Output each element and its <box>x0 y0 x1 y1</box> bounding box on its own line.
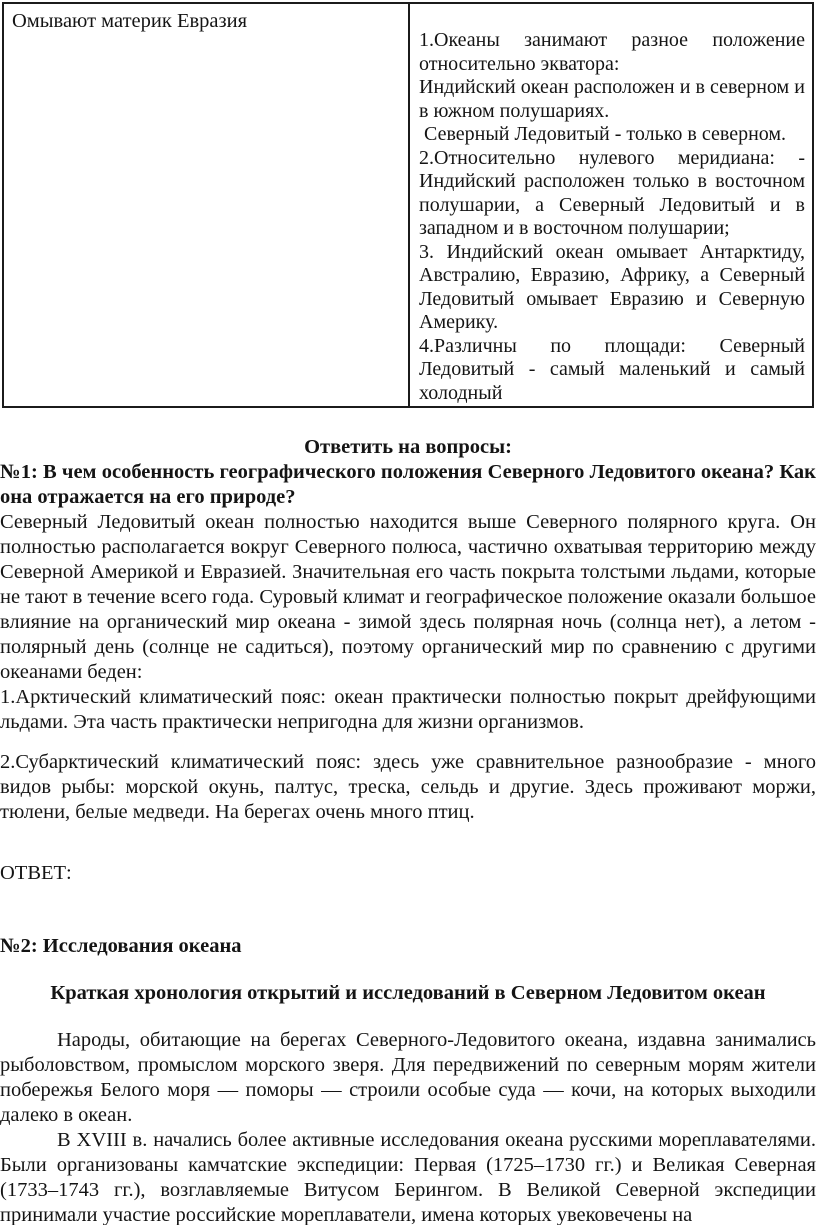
ocean-comparison-table <box>2 2 814 408</box>
chronology-heading: Краткая хронология открытий и исследований в Северном Ледовитом океан <box>50 982 766 1004</box>
answer-questions-heading: Ответить на вопросы: <box>304 436 512 458</box>
table-row <box>3 3 813 407</box>
expeditions-paragraph: В XVIII в. начались более активные исследования океана русскими мореплавателями. Были организованы камчатские экспедиции: Первая (1725–1730 гг.) и Великая Северная (1733–1743 гг.), возглавляемые Витусом Берингом. В Великой Северной экспедиции принимали участие российские мореплаватели, имена которых увековечены на <box>0 1129 816 1225</box>
prime-meridian-paragraph: 2.Относительно нулевого меридиана: - Индийский расположен только в восточном полушарии, а Северный Ледовитый и в западном и в восточном полушарии; <box>419 146 805 239</box>
table-cell-right <box>409 3 813 407</box>
question2-heading: №2: Исследования океана <box>0 935 242 957</box>
table-cell-left-content <box>4 4 408 34</box>
oceans-equator-paragraph: 1.Океаны занимают разное положение относительно экватора: <box>419 29 805 75</box>
answer1-subarctic-belt-paragraph: 2.Субарктический климатический пояс: здесь уже сравнительное разнообразие - много видов рыбы: морской окунь, палтус, треска, сельдь и другие. Здесь проживают моржи, тюлени, белые медведи. На берегах очень много птиц. <box>0 751 816 823</box>
answer1-arctic-belt-paragraph: 1.Арктический климатический пояс: океан практически полностью покрыт дрейфующими льдами. Эта часть практически непригодна для жизни организмов. <box>0 686 816 733</box>
arctic-ocean-hemisphere-paragraph: Северный Ледовитый - только в северном. <box>419 123 787 145</box>
continents-washed-paragraph: 3. Индийский океан омывает Антарктиду, Австралию, Евразию, Африку, а Северный Ледовитый омывает Евразию и Северную Америку. <box>419 240 805 333</box>
question1-heading: №1: В чем особенность географического положения Северного Ледовитого океана? Как она отражается на его природе? <box>0 461 816 508</box>
answer1-intro-paragraph: Северный Ледовитый океан полностью находится выше Северного полярного круга. Он полностью располагается вокруг Северного полюса, частично охватывая территорию между Северной Америкой и Евразией. Значительная его часть покрыта толстыми льдами, которые не тают в течение всего года. Суровый климат и географическое положение оказали большое влияние на органический мир океана - зимой здесь полярная ночь (солнца нет), а летом - полярный день (солнце не садиться), поэтому органический мир по сравнению с другими океанами беден: <box>0 511 816 683</box>
indian-ocean-hemispheres-paragraph: Индийский океан расположен и в северном и в южном полушариях. <box>419 76 805 122</box>
table-cell-right-content <box>410 4 812 406</box>
area-difference-paragraph: 4.Различны по площади: Северный Ледовитый - самый маленький и самый холодный <box>419 334 805 404</box>
answer-label: ОТВЕТ: <box>0 862 72 884</box>
table-cell-left <box>3 3 409 407</box>
pomors-paragraph: Народы, обитающие на берегах Северного-Ледовитого океана, издавна занимались рыболовством, промыслом морского зверя. Для передвижений по северным морям жители побережья Белого моря — поморы — строили особые суда — кочи, на которых выходили далеко в океан. <box>0 1029 816 1126</box>
table-left-text: Омывают материк Евразия <box>12 10 247 32</box>
